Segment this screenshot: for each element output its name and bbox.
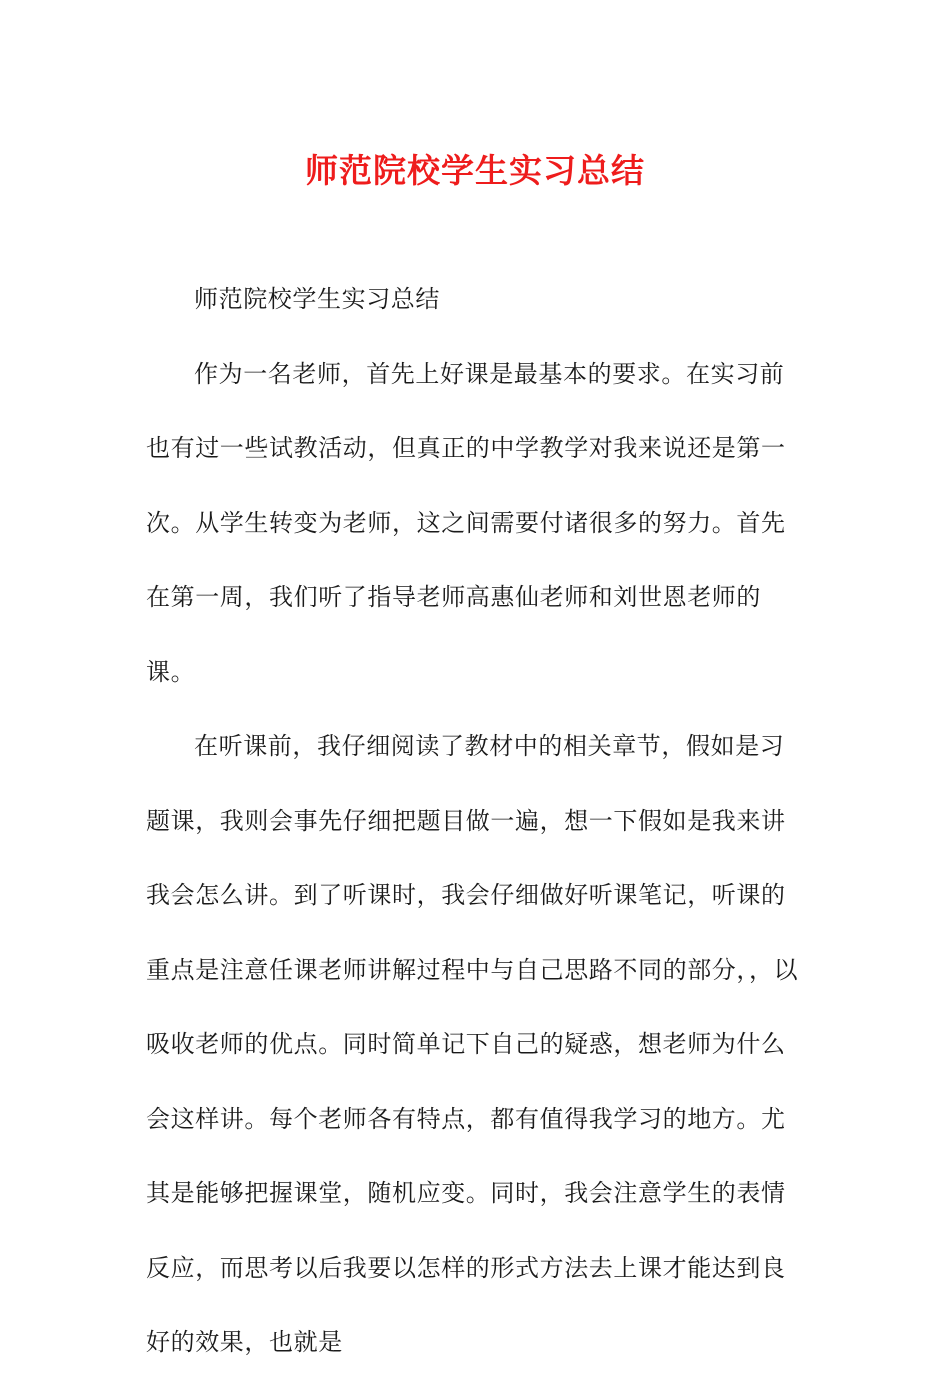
document-title: 师范院校学生实习总结	[305, 151, 645, 190]
paragraph-2: 在听课前，我仔细阅读了教材中的相关章节，假如是习题课，我则会事先仔细把题目做一遍，想一下假如是我来讲我会怎么讲。到了听课时，我会仔细做好听课笔记，听课的重点是注意任课老师讲解过程中与自己思路不同的部分，，以吸收老师的优点。同时简单记下自己的疑惑，想老师为什么会这样讲。每个老师各有特点，都有值得我学习的地方。尤其是能够把握课堂，随机应变。同时，我会注意学生的表情反应，而思考以后我要以怎样的形式方法去上课才能达到良好的效果，也就是	[146, 732, 799, 1356]
paragraph-subtitle: 师范院校学生实习总结	[194, 285, 440, 313]
document-body	[146, 262, 806, 1380]
paragraph-1: 作为一名老师，首先上好课是最基本的要求。在实习前也有过一些试教活动，但真正的中学教学对我来说还是第一次。从学生转变为老师，这之间需要付诸很多的努力。首先在第一周，我们听了指导老师高惠仙老师和刘世恩老师的课。	[146, 359, 786, 686]
